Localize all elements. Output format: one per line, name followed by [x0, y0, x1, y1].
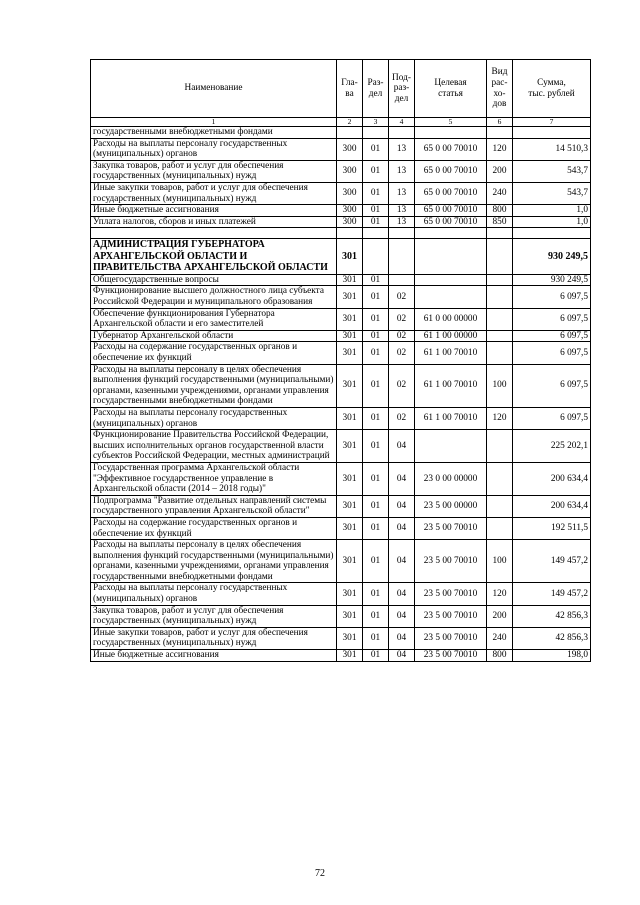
row-summa: 543,7 [513, 160, 591, 182]
row-celevaya: 23 5 00 70010 [415, 517, 487, 539]
row-summa: 543,7 [513, 182, 591, 204]
table-body [91, 127, 591, 662]
row-summa: 930 249,5 [513, 274, 591, 286]
table-row [91, 216, 591, 228]
empty-cell [389, 228, 415, 239]
row-vid [487, 308, 513, 330]
row-glava [337, 127, 363, 139]
empty-cell [337, 228, 363, 239]
row-glava: 300 [337, 216, 363, 228]
row-name: Расходы на содержание государственных органов и обеспечение их функций [91, 517, 337, 539]
table-row [91, 138, 591, 160]
row-summa: 192 511,5 [513, 517, 591, 539]
empty-cell [91, 228, 337, 239]
column-number: 6 [487, 118, 513, 127]
table-row [91, 495, 591, 517]
empty-cell [415, 228, 487, 239]
column-number: 3 [363, 118, 389, 127]
row-podrazdel: 04 [389, 495, 415, 517]
row-razdel: 01 [363, 650, 389, 662]
row-glava: 301 [337, 650, 363, 662]
table-row [91, 286, 591, 308]
row-razdel [363, 127, 389, 139]
row-razdel: 01 [363, 205, 389, 217]
table-row [91, 308, 591, 330]
row-celevaya [415, 286, 487, 308]
row-razdel: 01 [363, 605, 389, 627]
column-number: 4 [389, 118, 415, 127]
row-vid: 200 [487, 160, 513, 182]
row-celevaya: 61 1 00 70010 [415, 342, 487, 364]
row-name: АДМИНИСТРАЦИЯ ГУБЕРНАТОРА АРХАНГЕЛЬСКОЙ ОБЛАСТИ И ПРАВИТЕЛЬСТВА АРХАНГЕЛЬСКОЙ ОБЛАСТИ [91, 239, 337, 275]
row-name: Государственная программа Архангельской области "Эффективное государственное управление в Архангельской области (2014 – 2018 годы)" [91, 462, 337, 495]
header-name: Наименование [91, 60, 337, 118]
row-name: Иные закупки товаров, работ и услуг для обеспечения государственных (муниципальных) нужд [91, 627, 337, 649]
row-vid [487, 239, 513, 275]
table-row [91, 605, 591, 627]
table-row [91, 205, 591, 217]
row-podrazdel: 02 [389, 286, 415, 308]
row-name: Губернатор Архангельской области [91, 330, 337, 342]
row-vid: 120 [487, 407, 513, 429]
row-summa: 198,0 [513, 650, 591, 662]
header-vid: Вид рас- хо- дов [487, 60, 513, 118]
row-glava: 301 [337, 308, 363, 330]
row-name: Закупка товаров, работ и услуг для обеспечения государственных (муниципальных) нужд [91, 605, 337, 627]
row-vid: 120 [487, 138, 513, 160]
row-podrazdel: 04 [389, 627, 415, 649]
row-glava: 301 [337, 274, 363, 286]
row-summa: 6 097,5 [513, 342, 591, 364]
row-podrazdel: 13 [389, 182, 415, 204]
row-name: Расходы на выплаты персоналу государственных (муниципальных) органов [91, 138, 337, 160]
row-vid [487, 342, 513, 364]
row-podrazdel: 02 [389, 308, 415, 330]
row-celevaya: 65 0 00 70010 [415, 138, 487, 160]
row-name: Расходы на выплаты персоналу государственных (муниципальных) органов [91, 407, 337, 429]
row-summa: 1,0 [513, 216, 591, 228]
row-name: Иные закупки товаров, работ и услуг для обеспечения государственных (муниципальных) нужд [91, 182, 337, 204]
row-glava: 301 [337, 286, 363, 308]
row-celevaya: 23 0 00 00000 [415, 462, 487, 495]
row-razdel: 01 [363, 540, 389, 583]
row-name: Общегосударственные вопросы [91, 274, 337, 286]
row-celevaya: 65 0 00 70010 [415, 216, 487, 228]
row-vid: 240 [487, 627, 513, 649]
column-number: 7 [513, 118, 591, 127]
row-razdel: 01 [363, 274, 389, 286]
row-summa: 6 097,5 [513, 364, 591, 407]
row-summa: 42 856,3 [513, 627, 591, 649]
row-razdel: 01 [363, 583, 389, 605]
row-glava: 301 [337, 239, 363, 275]
row-podrazdel: 04 [389, 583, 415, 605]
row-podrazdel [389, 127, 415, 139]
row-name: Расходы на выплаты персоналу в целях обеспечения выполнения функций государственными (муниципальными) органами, казенными учреждениями, органами управления государственными внебюджетными фондами [91, 364, 337, 407]
row-name: Расходы на содержание государственных органов и обеспечение их функций [91, 342, 337, 364]
header-summa: Сумма, тыс. рублей [513, 60, 591, 118]
row-name: Обеспечение функционирования Губернатора Архангельской области и его заместителей [91, 308, 337, 330]
table-row [91, 330, 591, 342]
row-celevaya: 23 5 00 70010 [415, 583, 487, 605]
row-vid [487, 274, 513, 286]
row-celevaya: 23 5 00 70010 [415, 650, 487, 662]
row-razdel: 01 [363, 462, 389, 495]
page-number: 72 [315, 868, 325, 879]
row-celevaya [415, 274, 487, 286]
column-number: 2 [337, 118, 363, 127]
row-name: Расходы на выплаты персоналу в целях обеспечения выполнения функций государственными (муниципальными) органами, казенными учреждениями, органами управления государственными внебюджетными фондами [91, 540, 337, 583]
row-summa: 6 097,5 [513, 330, 591, 342]
row-vid: 800 [487, 650, 513, 662]
table-row [91, 228, 591, 239]
row-razdel: 01 [363, 495, 389, 517]
row-summa: 6 097,5 [513, 286, 591, 308]
row-vid: 100 [487, 364, 513, 407]
empty-cell [487, 228, 513, 239]
row-vid: 100 [487, 540, 513, 583]
row-glava: 301 [337, 462, 363, 495]
row-vid [487, 286, 513, 308]
row-summa: 200 634,4 [513, 495, 591, 517]
row-podrazdel: 04 [389, 462, 415, 495]
row-name: Расходы на выплаты персоналу государственных (муниципальных) органов [91, 583, 337, 605]
row-razdel: 01 [363, 308, 389, 330]
row-celevaya: 61 1 00 00000 [415, 330, 487, 342]
row-glava: 301 [337, 430, 363, 463]
row-glava: 300 [337, 205, 363, 217]
row-celevaya: 61 1 00 70010 [415, 364, 487, 407]
row-vid [487, 430, 513, 463]
row-podrazdel: 04 [389, 517, 415, 539]
table-row [91, 182, 591, 204]
table-row [91, 462, 591, 495]
row-name: Уплата налогов, сборов и иных платежей [91, 216, 337, 228]
table-row [91, 517, 591, 539]
table-row [91, 127, 591, 139]
row-summa: 6 097,5 [513, 407, 591, 429]
table-row [91, 627, 591, 649]
row-razdel: 01 [363, 627, 389, 649]
row-razdel: 01 [363, 216, 389, 228]
empty-cell [513, 228, 591, 239]
header-podrazdel: Под- раз- дел [389, 60, 415, 118]
row-podrazdel: 13 [389, 216, 415, 228]
row-vid [487, 495, 513, 517]
row-glava: 301 [337, 342, 363, 364]
row-podrazdel: 13 [389, 138, 415, 160]
row-razdel: 01 [363, 407, 389, 429]
row-razdel: 01 [363, 342, 389, 364]
row-glava: 300 [337, 160, 363, 182]
row-podrazdel: 04 [389, 430, 415, 463]
row-name: Подпрограмма "Развитие отдельных направлений системы государственного управления Архангельской области" [91, 495, 337, 517]
row-celevaya [415, 430, 487, 463]
table-row [91, 342, 591, 364]
row-vid: 240 [487, 182, 513, 204]
row-summa: 149 457,2 [513, 583, 591, 605]
header-glava: Гла- ва [337, 60, 363, 118]
row-podrazdel: 02 [389, 342, 415, 364]
row-glava: 301 [337, 627, 363, 649]
row-celevaya: 61 1 00 70010 [415, 407, 487, 429]
header-row [91, 60, 591, 118]
row-razdel: 01 [363, 286, 389, 308]
row-summa: 42 856,3 [513, 605, 591, 627]
row-podrazdel: 13 [389, 160, 415, 182]
row-summa: 200 634,4 [513, 462, 591, 495]
row-celevaya: 65 0 00 70010 [415, 205, 487, 217]
row-glava: 300 [337, 182, 363, 204]
row-podrazdel: 04 [389, 540, 415, 583]
row-name: Функционирование высшего должностного лица субъекта Российской Федерации и муниципального образования [91, 286, 337, 308]
row-glava: 301 [337, 495, 363, 517]
row-podrazdel [389, 239, 415, 275]
row-celevaya [415, 239, 487, 275]
table-row [91, 650, 591, 662]
row-celevaya: 23 5 00 70010 [415, 540, 487, 583]
row-razdel [363, 239, 389, 275]
row-name: Закупка товаров, работ и услуг для обеспечения государственных (муниципальных) нужд [91, 160, 337, 182]
row-summa: 930 249,5 [513, 239, 591, 275]
row-razdel: 01 [363, 182, 389, 204]
row-glava: 301 [337, 605, 363, 627]
row-podrazdel: 04 [389, 650, 415, 662]
budget-table [90, 59, 591, 662]
row-glava: 301 [337, 583, 363, 605]
table-row [91, 540, 591, 583]
row-vid: 800 [487, 205, 513, 217]
row-podrazdel: 02 [389, 407, 415, 429]
row-celevaya: 65 0 00 70010 [415, 160, 487, 182]
empty-cell [363, 228, 389, 239]
row-name: Иные бюджетные ассигнования [91, 205, 337, 217]
row-name: Функционирование Правительства Российской Федерации, высших исполнительных органов государственной власти субъектов Российской Федерации, местных администраций [91, 430, 337, 463]
row-glava: 301 [337, 364, 363, 407]
row-glava: 301 [337, 517, 363, 539]
column-number: 1 [91, 118, 337, 127]
row-summa: 149 457,2 [513, 540, 591, 583]
row-name: Иные бюджетные ассигнования [91, 650, 337, 662]
table-row [91, 239, 591, 275]
row-podrazdel: 02 [389, 330, 415, 342]
column-number-row [91, 118, 591, 127]
row-podrazdel [389, 274, 415, 286]
row-glava: 300 [337, 138, 363, 160]
row-summa: 225 202,1 [513, 430, 591, 463]
row-razdel: 01 [363, 430, 389, 463]
row-razdel: 01 [363, 364, 389, 407]
row-summa [513, 127, 591, 139]
row-summa: 14 510,3 [513, 138, 591, 160]
row-celevaya: 23 5 00 70010 [415, 627, 487, 649]
row-vid [487, 127, 513, 139]
row-podrazdel: 02 [389, 364, 415, 407]
row-razdel: 01 [363, 517, 389, 539]
table-row [91, 583, 591, 605]
row-summa: 6 097,5 [513, 308, 591, 330]
row-celevaya: 23 5 00 70010 [415, 605, 487, 627]
row-name: государственными внебюджетными фондами [91, 127, 337, 139]
row-vid: 850 [487, 216, 513, 228]
table-row [91, 274, 591, 286]
column-number: 5 [415, 118, 487, 127]
row-celevaya: 65 0 00 70010 [415, 182, 487, 204]
table-row [91, 430, 591, 463]
row-glava: 301 [337, 330, 363, 342]
row-summa: 1,0 [513, 205, 591, 217]
row-vid [487, 517, 513, 539]
row-celevaya [415, 127, 487, 139]
row-vid: 120 [487, 583, 513, 605]
table-row [91, 407, 591, 429]
row-vid: 200 [487, 605, 513, 627]
row-glava: 301 [337, 407, 363, 429]
row-podrazdel: 04 [389, 605, 415, 627]
row-razdel: 01 [363, 330, 389, 342]
header-razdel: Раз- дел [363, 60, 389, 118]
row-glava: 301 [337, 540, 363, 583]
row-razdel: 01 [363, 160, 389, 182]
row-celevaya: 61 0 00 00000 [415, 308, 487, 330]
header-celevaya: Целевая статья [415, 60, 487, 118]
row-vid [487, 462, 513, 495]
table-row [91, 160, 591, 182]
row-vid [487, 330, 513, 342]
row-razdel: 01 [363, 138, 389, 160]
row-celevaya: 23 5 00 00000 [415, 495, 487, 517]
table-row [91, 364, 591, 407]
row-podrazdel: 13 [389, 205, 415, 217]
